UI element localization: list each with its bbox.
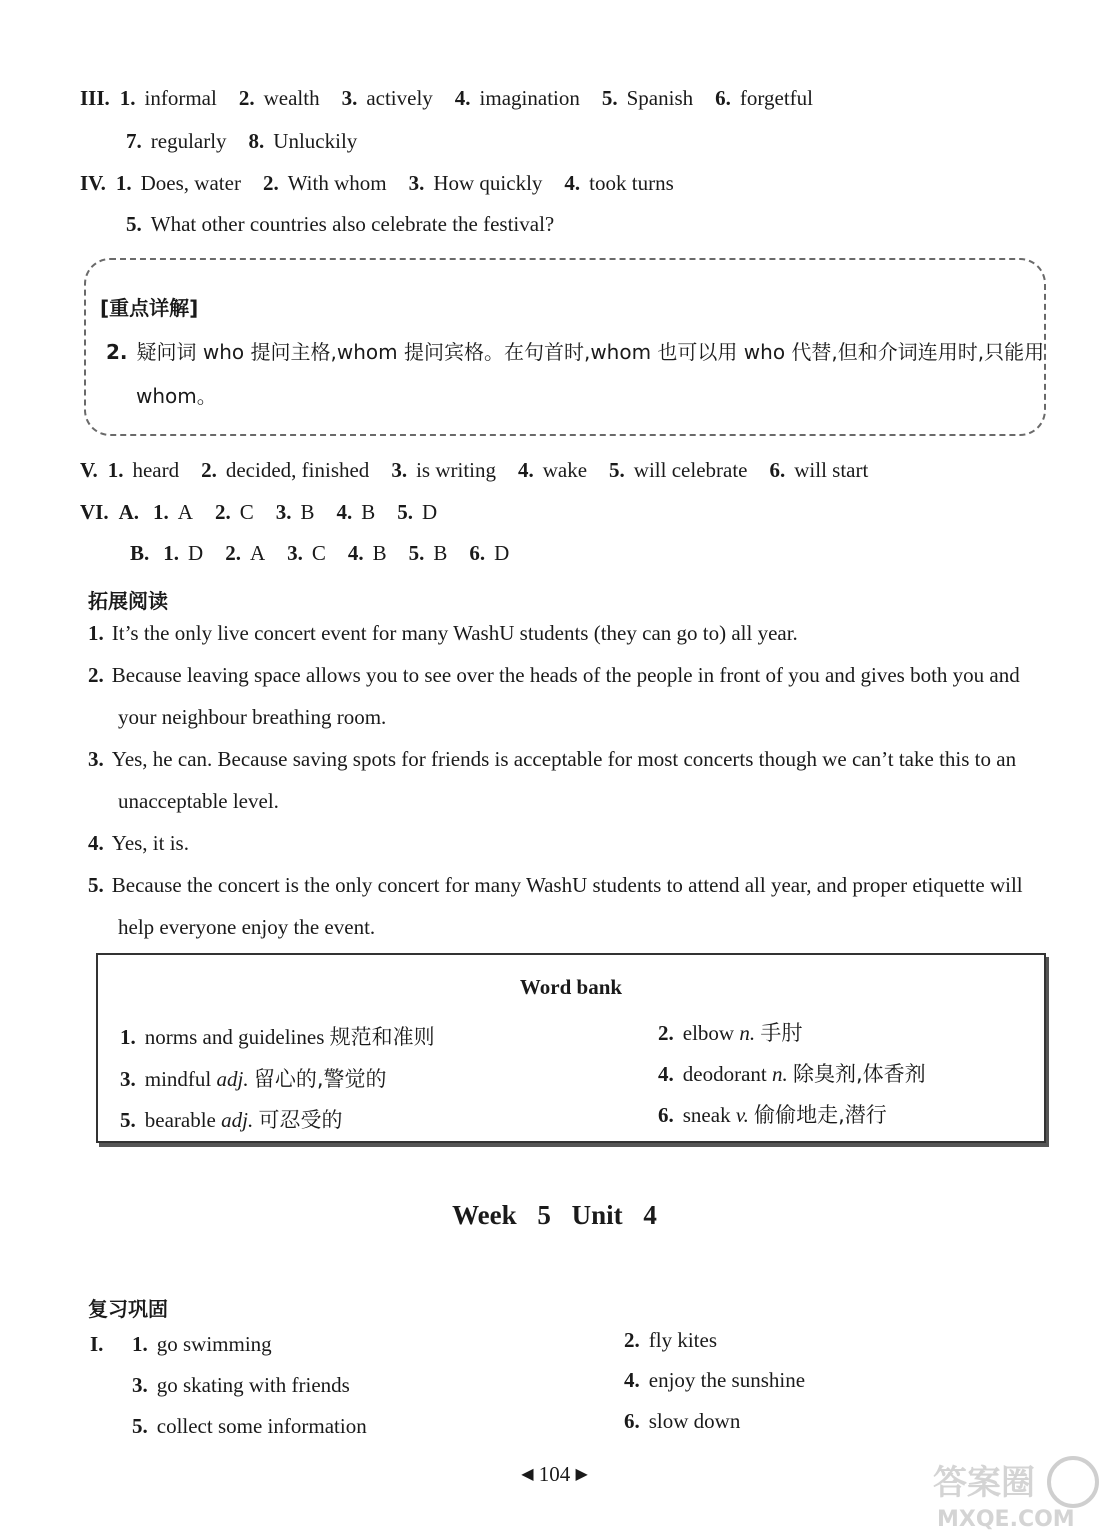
review-item: 1. go swimming [132, 1332, 272, 1356]
section-6-row-b: B. 1. D 2. A 3. C 4. B 5. B 6. D [130, 541, 510, 565]
word-bank-item: 6. sneak v. 偷偷地走,潜行 [658, 1103, 887, 1127]
answer: B [300, 500, 315, 524]
section-label: I. [90, 1332, 104, 1356]
answer: A [249, 541, 266, 565]
review-item: 5. collect some information [132, 1414, 367, 1438]
week-unit-title: Week 5 Unit 4 [452, 1200, 657, 1230]
reading-answer-2: 2. Because leaving space allows you to see over the heads of the people in front of you and gives both you and your neighbour breathing room. [88, 663, 1020, 729]
review-heading: 复习巩固 [88, 1297, 168, 1321]
review-item: 3. go skating with friends [132, 1373, 350, 1397]
section-5-row: V. 1. heard 2. decided, finished 3. is writing 4. wake 5. will celebrate 6. will start [80, 458, 869, 482]
review-item: 4. enjoy the sunshine [624, 1368, 806, 1392]
key-point-text: 2. 疑问词 who 提问主格,whom 提问宾格。在句首时,whom 也可以用 who 代替,但和介词连用时,只能用 whom。 [106, 340, 1045, 408]
watermark-logo-icon [925, 1450, 1105, 1530]
section-label: VI. [80, 500, 109, 524]
section-6-row-a: VI. A. 1. A 2. C 3. B 4. B 5. D [80, 500, 438, 524]
answer: forgetful [739, 86, 813, 110]
answer: regularly [150, 129, 227, 153]
section-3-row-1: III. 1. informal 2. wealth 3. actively 4. imagination 5. Spanish 6. forgetful [80, 86, 813, 110]
section-label: IV. [80, 171, 106, 195]
word-bank-item: 5. bearable adj. 可忍受的 [120, 1108, 343, 1132]
answer: Spanish [626, 86, 694, 110]
answer: Does, water [140, 171, 241, 195]
reading-answer-3: 3. Yes, he can. Because saving spots for friends is acceptable for most concerts though we can’t take this to an unacceptable level. [88, 747, 1017, 813]
reading-answers [88, 612, 1050, 948]
section-label: V. [80, 458, 98, 482]
reading-answer-1: 1. It’s the only live concert event for many WashU students (they can go to) all year. [88, 621, 798, 645]
answer: wake [542, 458, 588, 482]
answer: With whom [287, 171, 387, 195]
answer: is writing [416, 458, 496, 482]
answer: C [311, 541, 326, 565]
answer: actively [366, 86, 433, 110]
answer: B [433, 541, 448, 565]
answer: took turns [589, 171, 674, 195]
svg-text:答案圈: 答案圈 [933, 1463, 1035, 1503]
answer: What other countries also celebrate the festival? [150, 212, 555, 236]
answer: D [421, 500, 438, 524]
reading-answer-4: 4. Yes, it is. [88, 831, 189, 855]
reading-answer-5: 5. Because the concert is the only concert for many WashU students to attend all year, and proper etiquette will help everyone enjoy the event. [88, 873, 1023, 939]
review-item: 6. slow down [624, 1409, 741, 1433]
reading-heading: 拓展阅读 [88, 589, 168, 613]
section-4-row-1: IV. 1. Does, water 2. With whom 3. How quickly 4. took turns [80, 171, 674, 195]
left-triangle-icon: ◀ [521, 1466, 534, 1483]
answer: wealth [263, 86, 320, 110]
answer: will start [794, 458, 869, 482]
word-bank-item: 2. elbow n. 手肘 [658, 1021, 803, 1045]
word-bank-title: Word bank [519, 975, 623, 999]
section-label: III. [80, 86, 110, 110]
word-bank-item: 1. norms and guidelines 规范和准则 [120, 1025, 435, 1049]
answer: informal [144, 86, 217, 110]
answer: B [361, 500, 376, 524]
review-item: 2. fly kites [624, 1328, 717, 1352]
section-4-row-2: 5. What other countries also celebrate the festival? [126, 212, 555, 236]
answer: D [188, 541, 204, 565]
section-3-row-2: 7. regularly 8. Unluckily [126, 129, 358, 153]
answer: C [239, 500, 254, 524]
answer: will celebrate [633, 458, 748, 482]
word-bank-item: 3. mindful adj. 留心的,警觉的 [120, 1067, 387, 1091]
key-point-title: [重点详解] [100, 296, 199, 320]
answer: Unluckily [273, 129, 358, 153]
answer: heard [132, 458, 180, 482]
answer: B [372, 541, 387, 565]
answer: imagination [479, 86, 580, 110]
word-bank-item: 4. deodorant n. 除臭剂,体香剂 [658, 1062, 926, 1086]
word-bank-box [96, 953, 1046, 1143]
answer: A [177, 500, 193, 524]
right-triangle-icon: ▶ [575, 1466, 588, 1483]
svg-text:MXQE.COM: MXQE.COM [937, 1507, 1075, 1530]
page-number: ◀ 104 ▶ [521, 1462, 588, 1486]
answer: How quickly [433, 171, 543, 195]
answer: D [494, 541, 510, 565]
answer: decided, finished [225, 458, 370, 482]
